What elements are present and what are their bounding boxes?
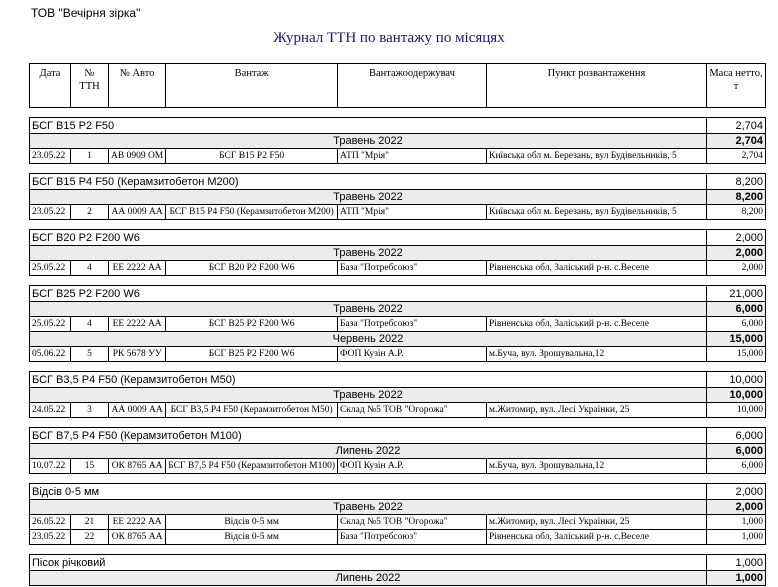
cell-mass: 6,000	[706, 317, 765, 332]
cell-point: Рівненська обл, Заліський р-н. с.Веселе	[486, 530, 706, 545]
month-row	[30, 444, 766, 459]
group-blank	[337, 118, 706, 134]
group-name: БСГ В15 Р4 F50 (Керамзитобетон М200)	[30, 174, 338, 190]
cell-consignee: База "Потребсоюз"	[337, 530, 486, 545]
cell-auto: АА 0009 АА	[109, 403, 166, 418]
month-row	[30, 571, 766, 586]
month-name: Травень 2022	[30, 500, 707, 515]
cell-auto: ЕЕ 2222 АА	[109, 261, 166, 276]
report-title: Журнал ТТН по вантажу по місяцях	[273, 30, 505, 46]
month-total: 1,000	[706, 571, 765, 586]
cell-date: 26.05.22	[30, 515, 71, 530]
cell-auto: АВ 0909 ОМ	[109, 149, 166, 164]
month-name: Травень 2022	[30, 190, 707, 205]
cell-cargo: БСГ В7,5 Р4 F50 (Керамзитобетон М100)	[166, 459, 338, 474]
cell-cargo: БСГ В25 Р2 F200 W6	[166, 317, 338, 332]
cell-auto: ЕЕ 2222 АА	[109, 317, 166, 332]
cell-ttn: 4	[71, 261, 109, 276]
group-name: БСГ В20 Р2 F200 W6	[30, 230, 338, 246]
table-row	[30, 149, 766, 164]
cell-date: 23.05.22	[30, 530, 71, 545]
table-row	[30, 515, 766, 530]
cell-cargo: БСГ В25 Р2 F200 W6	[166, 347, 338, 362]
cell-mass: 1,000	[706, 530, 765, 545]
header-mass: Маса нетто, т	[706, 64, 765, 108]
group-blank	[337, 372, 706, 388]
cell-point: м.Буча, вул. Зрошувальна,12	[486, 347, 706, 362]
cell-cargo: Відсів 0-5 мм	[166, 515, 338, 530]
group-name: Відсів 0-5 мм	[30, 484, 338, 500]
cell-consignee: Склад №5 ТОВ "Огорожа"	[337, 515, 486, 530]
cell-mass: 10,000	[706, 403, 765, 418]
month-name: Травень 2022	[30, 302, 707, 317]
group-blank	[337, 230, 706, 246]
spacer-cell	[30, 362, 766, 372]
group-blank	[337, 555, 706, 571]
cell-date: 23.05.22	[30, 149, 71, 164]
cell-point: м.Житомир, вул. Лесі Українки, 25	[486, 403, 706, 418]
spacer-cell	[30, 474, 766, 484]
month-total: 2,000	[706, 500, 765, 515]
table-row	[30, 459, 766, 474]
group-row	[30, 286, 766, 302]
cell-point: Рівненська обл, Заліський р-н. с.Веселе	[486, 317, 706, 332]
cell-auto: ОК 8765 АА	[109, 459, 166, 474]
cell-mass: 6,000	[706, 459, 765, 474]
cell-ttn: 21	[71, 515, 109, 530]
cell-consignee: Склад №5 ТОВ "Огорожа"	[337, 403, 486, 418]
spacer-cell	[30, 108, 766, 118]
group-row	[30, 428, 766, 444]
table-row	[30, 347, 766, 362]
month-row	[30, 134, 766, 149]
group-total: 2,000	[706, 484, 765, 500]
group-total: 2,704	[706, 118, 765, 134]
cell-cargo: БСГ В3,5 Р4 F50 (Керамзитобетон М50)	[166, 403, 338, 418]
group-spacer	[30, 276, 766, 286]
cell-consignee: ФОП Кузін А.Р.	[337, 459, 486, 474]
header-point: Пункт розвантаження	[486, 64, 706, 108]
cell-consignee: АТП "Мрія"	[337, 205, 486, 220]
cell-point: м.Житомир, вул. Лесі Українки, 25	[486, 515, 706, 530]
month-total: 2,000	[706, 246, 765, 261]
group-blank	[337, 428, 706, 444]
month-name: Липень 2022	[30, 571, 707, 586]
cell-point: Київська обл м. Березань, вул Будівельників, 5	[486, 205, 706, 220]
header-cargo: Вантаж	[166, 64, 338, 108]
cell-ttn: 4	[71, 317, 109, 332]
month-name: Червень 2022	[30, 332, 707, 347]
group-blank	[337, 286, 706, 302]
cell-date: 25.05.22	[30, 317, 71, 332]
cell-ttn: 3	[71, 403, 109, 418]
month-row	[30, 332, 766, 347]
table-row	[30, 403, 766, 418]
month-total: 2,704	[706, 134, 765, 149]
company-name: ТОВ "Вечірня зірка"	[31, 6, 141, 20]
cell-ttn: 1	[71, 149, 109, 164]
group-total: 2,000	[706, 230, 765, 246]
spacer-cell	[30, 164, 766, 174]
header-row	[30, 64, 766, 108]
month-total: 8,200	[706, 190, 765, 205]
group-blank	[337, 484, 706, 500]
header-ttn: № ТТН	[71, 64, 109, 108]
group-total: 1,000	[706, 555, 765, 571]
cell-mass: 1,000	[706, 515, 765, 530]
month-row	[30, 246, 766, 261]
cell-ttn: 5	[71, 347, 109, 362]
group-spacer	[30, 362, 766, 372]
month-total: 15,000	[706, 332, 765, 347]
month-name: Травень 2022	[30, 246, 707, 261]
table-row	[30, 317, 766, 332]
group-total: 10,000	[706, 372, 765, 388]
group-row	[30, 174, 766, 190]
group-name: БСГ В25 Р2 F200 W6	[30, 286, 338, 302]
group-total: 8,200	[706, 174, 765, 190]
cell-consignee: База "Потребсоюз"	[337, 317, 486, 332]
group-name: БСГ В7,5 Р4 F50 (Керамзитобетон М100)	[30, 428, 338, 444]
table-body	[30, 108, 766, 586]
spacer-cell	[30, 418, 766, 428]
cell-auto: ОК 8765 АА	[109, 530, 166, 545]
cell-mass: 8,200	[706, 205, 765, 220]
group-total: 21,000	[706, 286, 765, 302]
header-consignee: Вантажоодержувач	[337, 64, 486, 108]
spacer-cell	[30, 276, 766, 286]
cell-ttn: 15	[71, 459, 109, 474]
table-row	[30, 530, 766, 545]
cell-point: м.Буча, вул. Зрошувальна,12	[486, 459, 706, 474]
header-date: Дата	[30, 64, 71, 108]
month-row	[30, 500, 766, 515]
cell-ttn: 2	[71, 205, 109, 220]
month-row	[30, 190, 766, 205]
month-name: Травень 2022	[30, 134, 707, 149]
cell-cargo: БСГ В15 Р4 F50 (Керамзитобетон М200)	[166, 205, 338, 220]
cell-date: 25.05.22	[30, 261, 71, 276]
group-spacer	[30, 220, 766, 230]
ttn-journal-table	[29, 63, 766, 586]
month-total: 6,000	[706, 444, 765, 459]
group-spacer	[30, 164, 766, 174]
group-row	[30, 555, 766, 571]
table-row	[30, 261, 766, 276]
cell-auto: ЕЕ 2222 АА	[109, 515, 166, 530]
cell-cargo: Відсів 0-5 мм	[166, 530, 338, 545]
cell-auto: РК 5678 УУ	[109, 347, 166, 362]
group-row	[30, 372, 766, 388]
cell-cargo: БСГ В20 Р2 F200 W6	[166, 261, 338, 276]
cell-point: Київська обл м. Березань, вул Будівельників, 5	[486, 149, 706, 164]
group-row	[30, 230, 766, 246]
cell-auto: АА 0009 АА	[109, 205, 166, 220]
header-auto: № Авто	[109, 64, 166, 108]
cell-cargo: БСГ В15 Р2 F50	[166, 149, 338, 164]
group-blank	[337, 174, 706, 190]
table-row	[30, 205, 766, 220]
group-name: БСГ В3,5 Р4 F50 (Керамзитобетон М50)	[30, 372, 338, 388]
cell-date: 05.06.22	[30, 347, 71, 362]
group-name: Пісок річковий	[30, 555, 338, 571]
cell-ttn: 22	[71, 530, 109, 545]
cell-point: Рівненська обл, Заліський р-н. с.Веселе	[486, 261, 706, 276]
cell-consignee: База "Потребсоюз"	[337, 261, 486, 276]
group-spacer	[30, 418, 766, 428]
cell-mass: 15,000	[706, 347, 765, 362]
spacer-cell	[30, 545, 766, 555]
group-spacer	[30, 545, 766, 555]
cell-consignee: АТП "Мрія"	[337, 149, 486, 164]
group-spacer	[30, 108, 766, 118]
cell-consignee: ФОП Кузін А.Р.	[337, 347, 486, 362]
month-total: 10,000	[706, 388, 765, 403]
spacer-cell	[30, 220, 766, 230]
cell-date: 10.07.22	[30, 459, 71, 474]
group-spacer	[30, 474, 766, 484]
cell-date: 23.05.22	[30, 205, 71, 220]
month-total: 6,000	[706, 302, 765, 317]
cell-mass: 2,704	[706, 149, 765, 164]
month-row	[30, 388, 766, 403]
month-name: Травень 2022	[30, 388, 707, 403]
group-total: 6,000	[706, 428, 765, 444]
month-name: Липень 2022	[30, 444, 707, 459]
group-row	[30, 118, 766, 134]
group-row	[30, 484, 766, 500]
cell-date: 24.05.22	[30, 403, 71, 418]
group-name: БСГ В15 Р2 F50	[30, 118, 338, 134]
month-row	[30, 302, 766, 317]
cell-mass: 2,000	[706, 261, 765, 276]
